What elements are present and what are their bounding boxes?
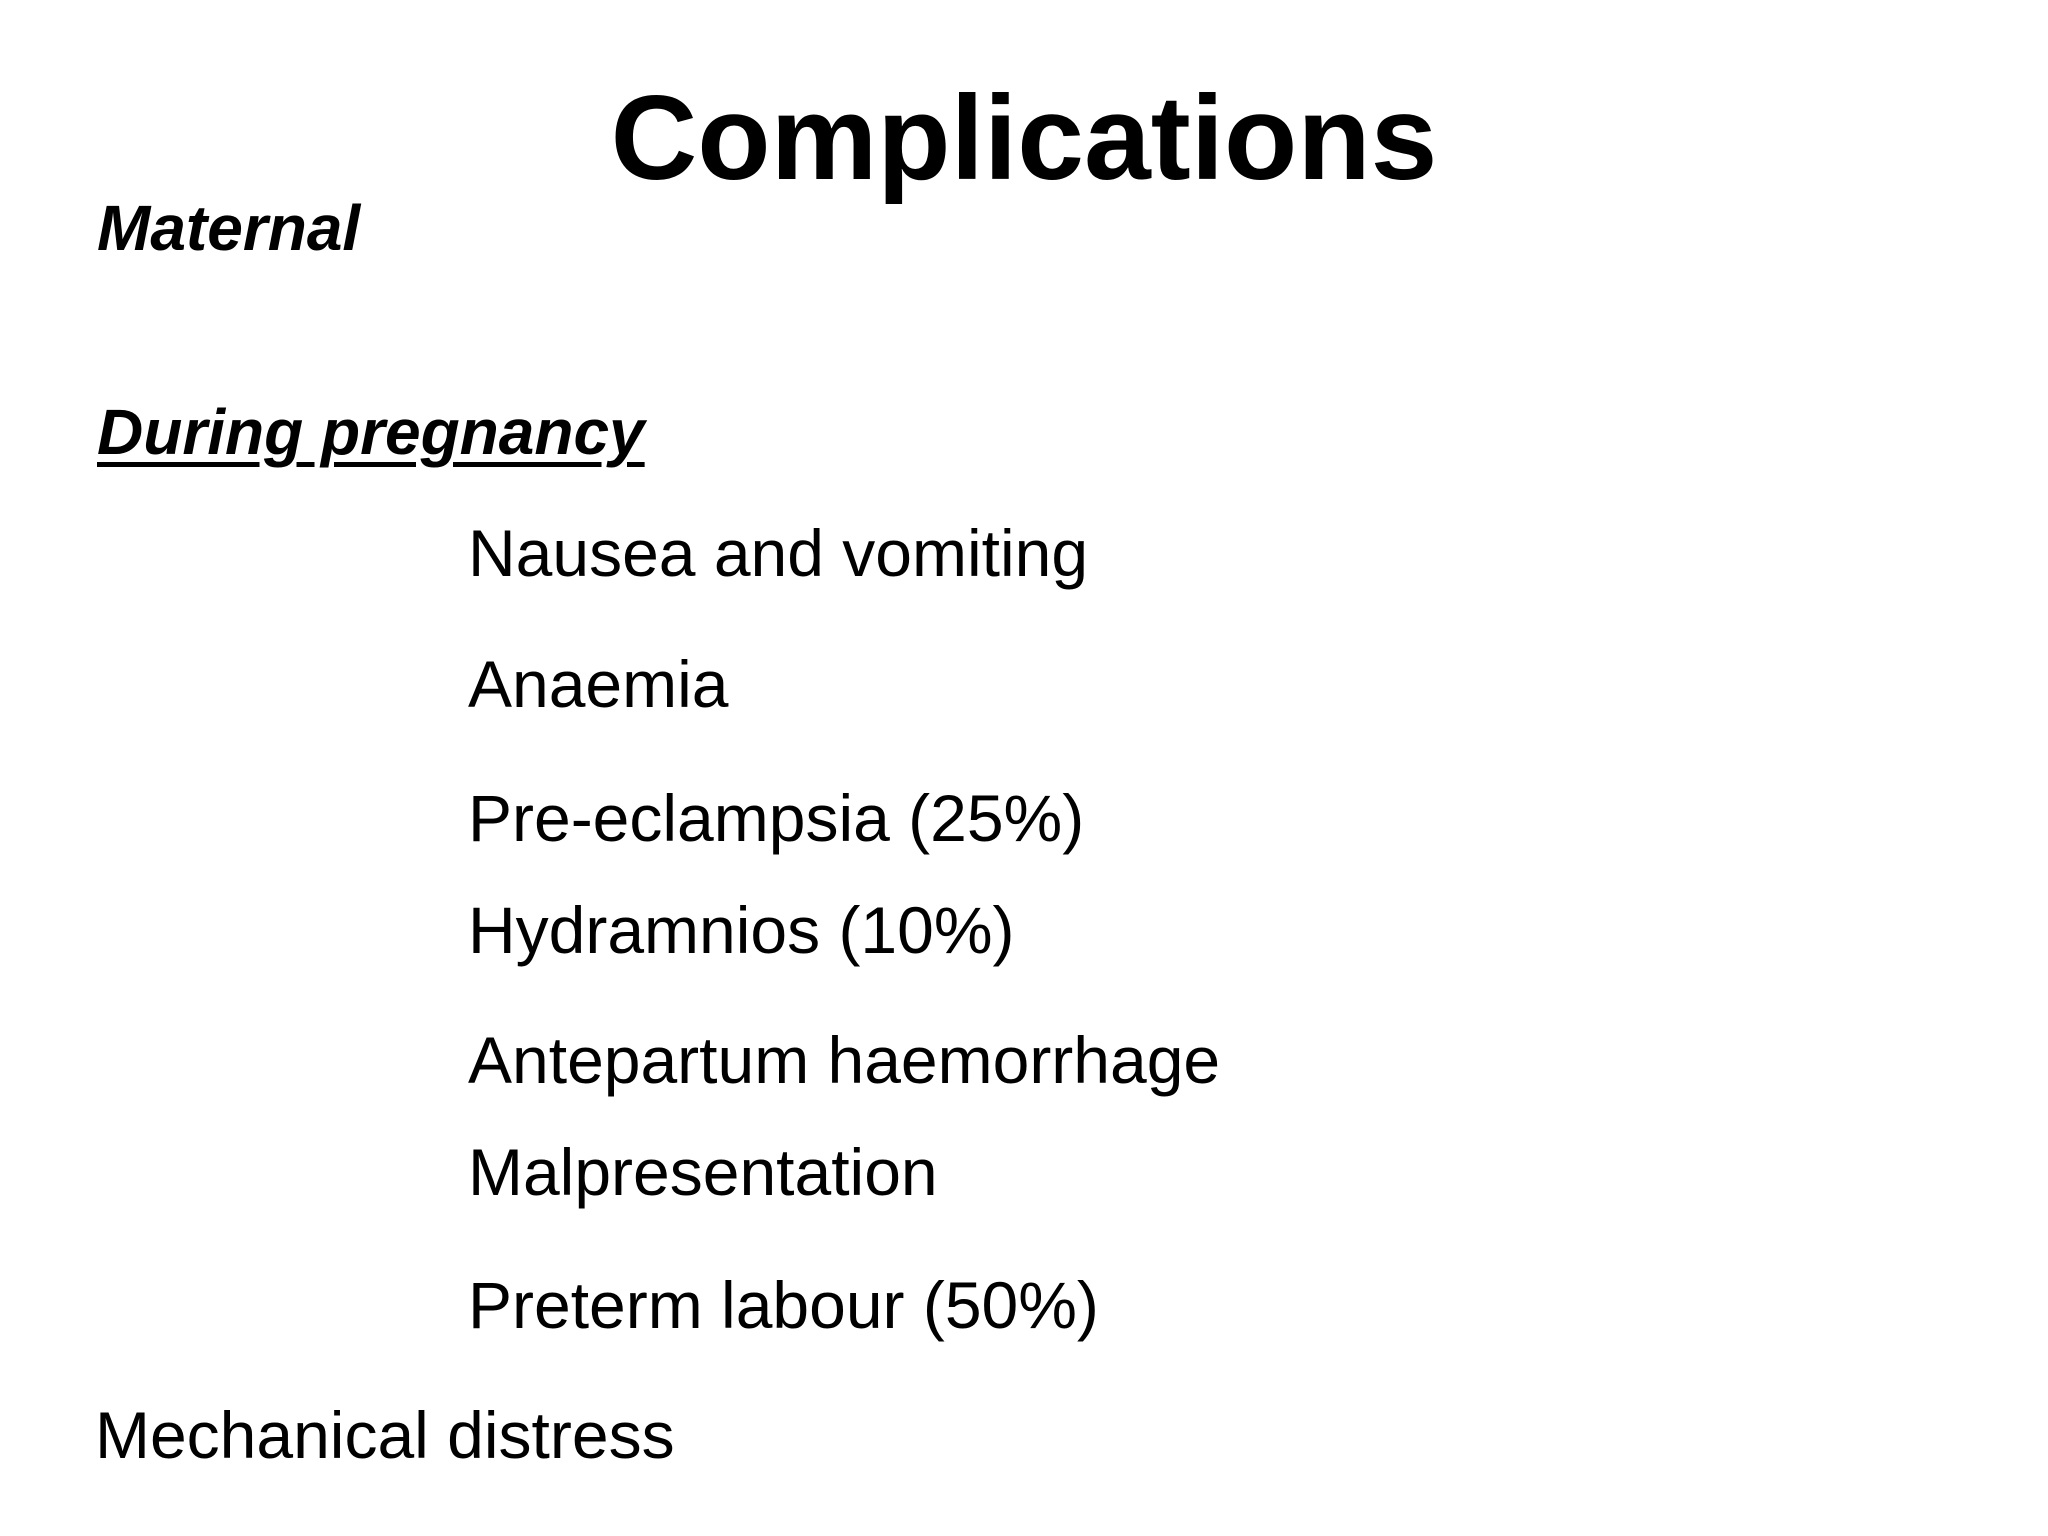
list-item: Anaemia <box>468 647 729 721</box>
subsection-heading-during-pregnancy: During pregnancy <box>97 396 645 468</box>
section-heading-maternal: Maternal <box>97 192 361 264</box>
list-item-mechanical-distress: Mechanical distress <box>95 1398 675 1472</box>
list-item: Malpresentation <box>468 1135 938 1209</box>
list-item: Antepartum haemorrhage <box>468 1023 1221 1097</box>
list-item: Pre-eclampsia (25%) <box>468 781 1085 855</box>
list-item: Hydramnios (10%) <box>468 893 1015 967</box>
slide-title: Complications <box>610 71 1438 205</box>
list-item: Nausea and vomiting <box>468 516 1089 590</box>
list-item: Preterm labour (50%) <box>468 1268 1099 1342</box>
